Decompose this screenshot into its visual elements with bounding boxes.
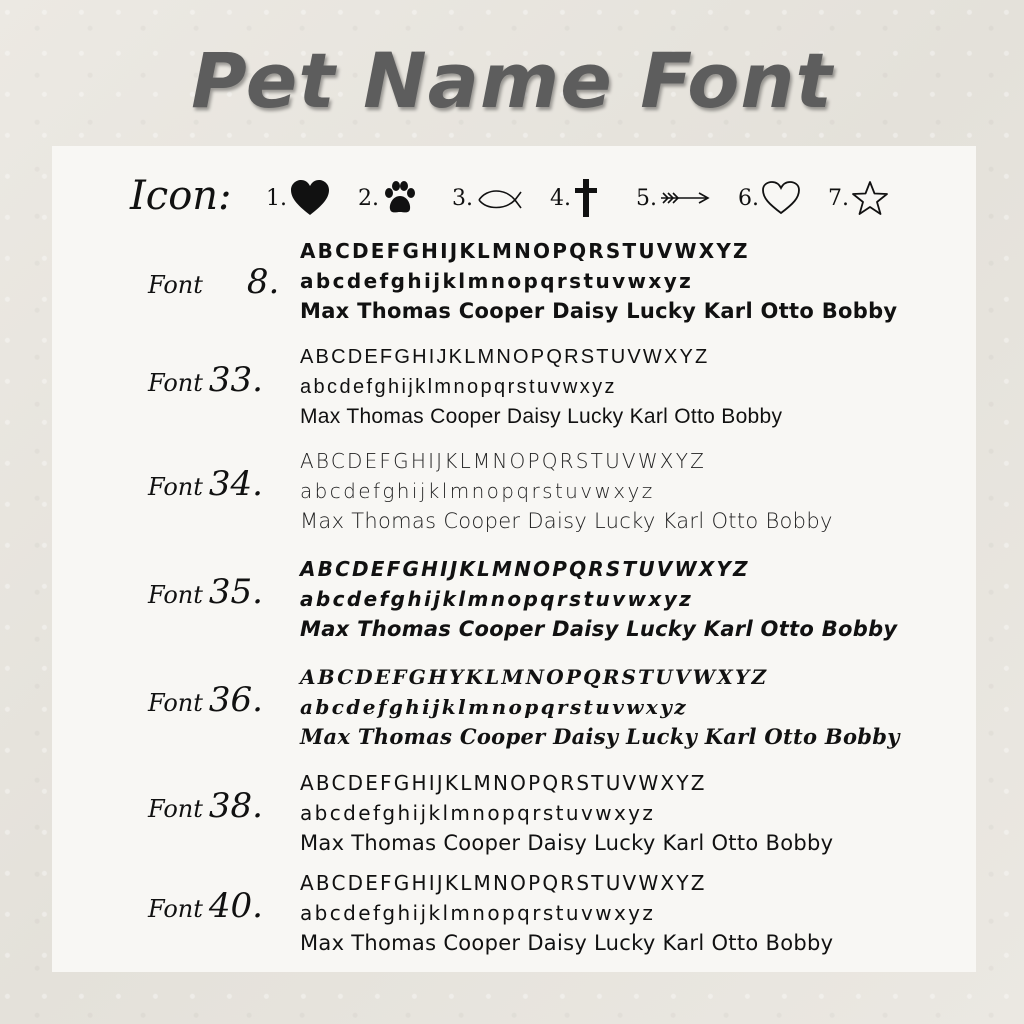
icon-number: 4. bbox=[550, 185, 571, 211]
sample-lowercase: abcdefghijklmnopqrstuvwxyz bbox=[300, 269, 694, 293]
font-label-text: Font bbox=[148, 473, 203, 501]
icon-option-1 bbox=[266, 178, 331, 218]
font-number: 34. bbox=[208, 464, 263, 504]
font-number: 36. bbox=[208, 680, 263, 720]
font-label bbox=[148, 886, 263, 926]
sample-lowercase: abcdefghijklmnopqrstuvwxyz bbox=[300, 376, 617, 398]
font-label-text: Font bbox=[148, 895, 203, 923]
arrow-icon bbox=[659, 188, 711, 208]
font-sample bbox=[300, 342, 940, 432]
font-sample bbox=[300, 662, 940, 752]
sample-names: Max Thomas Cooper Daisy Lucky Karl Otto Bobby bbox=[300, 405, 783, 428]
font-number: 33. bbox=[208, 360, 263, 400]
font-row-38 bbox=[0, 768, 1024, 864]
icon-label: Icon: bbox=[130, 173, 232, 219]
font-row-40 bbox=[0, 868, 1024, 964]
font-sample bbox=[300, 554, 940, 644]
sample-names: Max Thomas Cooper Daisy Lucky Karl Otto Bobby bbox=[300, 931, 834, 955]
star-outline-icon bbox=[851, 180, 889, 216]
icon-option-2 bbox=[358, 178, 419, 218]
sample-uppercase: ABCDEFGHYKLMNOPQRSTUVWXYZ bbox=[300, 665, 769, 689]
sample-lowercase: abcdefghijklmnopqrstuvwxyz bbox=[300, 695, 688, 719]
font-label bbox=[148, 360, 263, 400]
sample-uppercase: ABCDEFGHIJKLMNOPQRSTUVWXYZ bbox=[300, 346, 710, 368]
icon-option-6 bbox=[738, 178, 801, 218]
font-row-8 bbox=[0, 236, 1024, 332]
font-label bbox=[148, 464, 263, 504]
sample-uppercase: ABCDEFGHIJKLMNOPQRSTUVWXYZ bbox=[300, 871, 707, 895]
font-label-text: Font bbox=[148, 369, 203, 397]
font-label bbox=[148, 262, 279, 302]
paw-icon bbox=[381, 179, 419, 217]
icon-number: 5. bbox=[636, 185, 657, 211]
sample-lowercase: abcdefghijklmnopqrstuvwxyz bbox=[300, 479, 655, 503]
font-label-text: Font bbox=[148, 271, 203, 299]
heart-outline-icon bbox=[761, 180, 801, 216]
font-label bbox=[148, 680, 263, 720]
icon-option-7 bbox=[828, 178, 889, 218]
icon-number: 3. bbox=[452, 185, 473, 211]
fish-icon bbox=[475, 186, 523, 210]
font-label-text: Font bbox=[148, 795, 203, 823]
font-label-text: Font bbox=[148, 581, 203, 609]
sample-names: Max Thomas Cooper Daisy Lucky Karl Otto Bobby bbox=[300, 299, 898, 323]
sample-uppercase: ABCDEFGHIJKLMNOPQRSTUVWXYZ bbox=[300, 449, 707, 473]
font-sample bbox=[300, 236, 940, 326]
font-label-text: Font bbox=[148, 689, 203, 717]
icon-number: 7. bbox=[828, 185, 849, 211]
sample-lowercase: abcdefghijklmnopqrstuvwxyz bbox=[300, 587, 694, 611]
sample-lowercase: abcdefghijklmnopqrstuvwxyz bbox=[300, 801, 656, 825]
sample-names: Max Thomas Cooper Daisy Lucky Karl Otto Bobby bbox=[300, 831, 834, 855]
font-sample bbox=[300, 446, 940, 536]
icon-number: 1. bbox=[266, 185, 287, 211]
font-number: 35. bbox=[208, 572, 263, 612]
page-title: Pet Name Font bbox=[191, 36, 833, 125]
font-label bbox=[148, 572, 263, 612]
font-label bbox=[148, 786, 263, 826]
font-row-36 bbox=[0, 662, 1024, 758]
sample-names: Max Thomas Cooper Daisy Lucky Karl Otto Bobby bbox=[300, 617, 898, 641]
icon-option-4 bbox=[550, 178, 599, 218]
sample-uppercase: ABCDEFGHIJKLMNOPQRSTUVWXYZ bbox=[300, 771, 707, 795]
sample-uppercase: ABCDEFGHIJKLMNOPQRSTUVWXYZ bbox=[300, 557, 750, 581]
heart-filled-icon bbox=[289, 179, 331, 217]
icon-number: 6. bbox=[738, 185, 759, 211]
font-sample bbox=[300, 768, 940, 858]
font-row-34 bbox=[0, 446, 1024, 542]
cross-icon bbox=[573, 178, 599, 218]
font-row-33 bbox=[0, 342, 1024, 438]
sample-lowercase: abcdefghijklmnopqrstuvwxyz bbox=[300, 901, 656, 925]
font-number: 40. bbox=[208, 886, 263, 926]
sample-uppercase: ABCDEFGHIJKLMNOPQRSTUVWXYZ bbox=[300, 239, 750, 263]
font-number: 38. bbox=[208, 786, 263, 826]
font-row-35 bbox=[0, 554, 1024, 650]
icon-option-5 bbox=[636, 178, 711, 218]
icon-number: 2. bbox=[358, 185, 379, 211]
sample-names: Max Thomas Cooper Daisy Lucky Karl Otto Bobby bbox=[300, 724, 900, 749]
icon-option-3 bbox=[452, 178, 523, 218]
icon-row bbox=[80, 160, 940, 230]
font-number: 8. bbox=[246, 262, 280, 302]
font-sample bbox=[300, 868, 940, 958]
sample-names: Max Thomas Cooper Daisy Lucky Karl Otto Bobby bbox=[300, 509, 833, 533]
